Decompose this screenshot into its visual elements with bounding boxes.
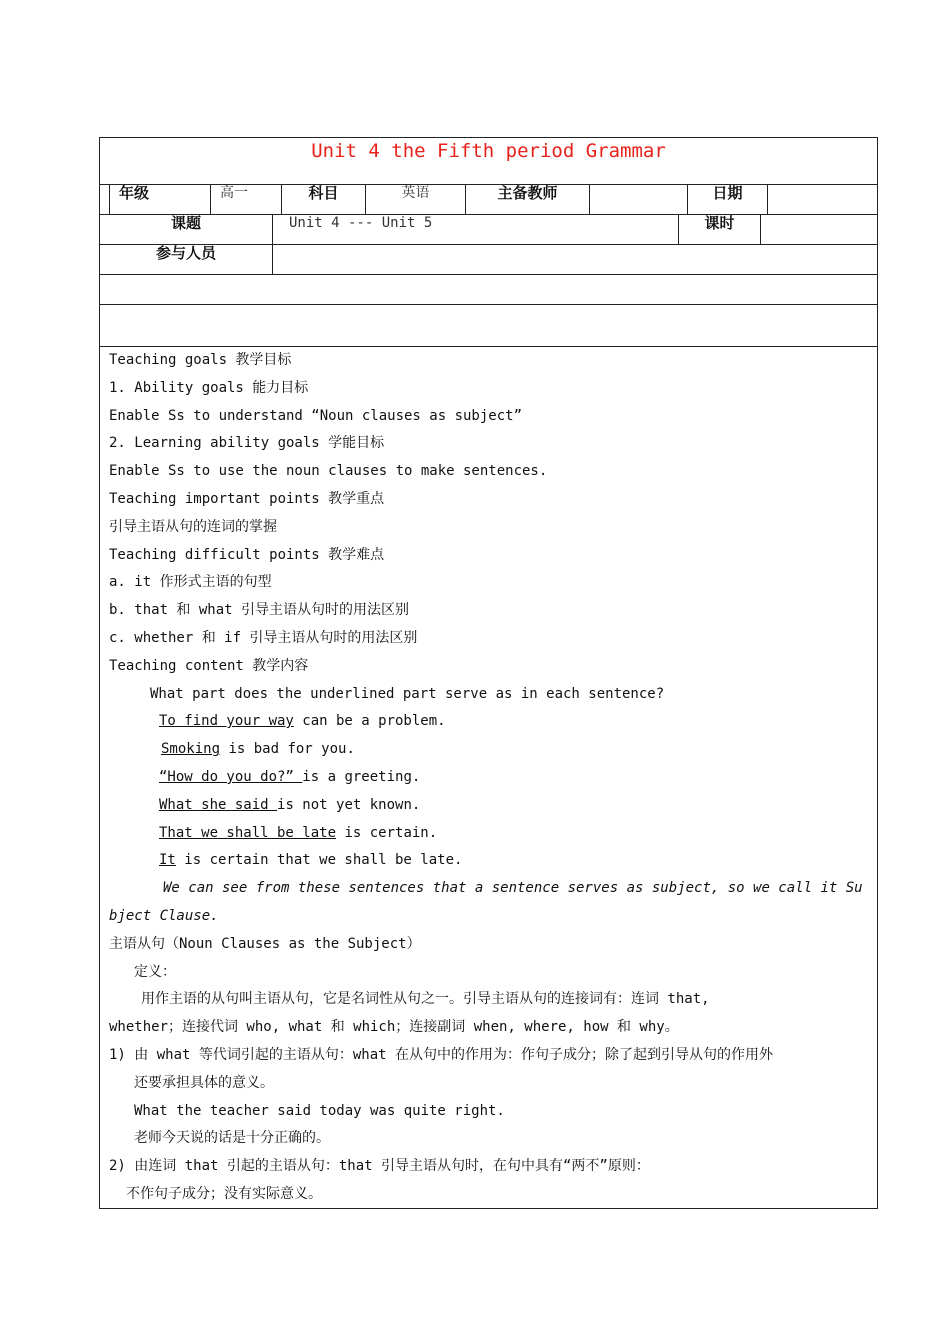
period-label: 课时 [679, 214, 761, 244]
exercise-question: What part does the underlined part serve as in each sentence? [150, 685, 665, 702]
teacher-value [590, 184, 688, 214]
topic-value: Unit 4 --- Unit 5 [273, 214, 679, 244]
subject-label: 科目 [282, 184, 366, 214]
sentence-rest: is bad for you. [220, 741, 355, 758]
example-sentence [109, 792, 871, 820]
topic-label: 课题 [100, 214, 273, 244]
lesson-plan-table [99, 137, 878, 1209]
empty-row-1 [100, 274, 877, 305]
exercise-note: bject Clause. [109, 907, 219, 924]
participants-value [273, 244, 878, 274]
sentence-rest: is certain. [336, 824, 438, 841]
empty-row-2 [100, 304, 877, 347]
point-2: 2) 由连词 that 引起的主语从句：that 引导主语从句时，在句中具有“两不”原则： [109, 1158, 650, 1175]
text-line: 引导主语从句的连词的掌握 [109, 518, 277, 535]
text-line: Enable Ss to use the noun clauses to make sentences. [109, 463, 548, 480]
text-line: 1. Ability goals 能力目标 [109, 379, 309, 396]
example-sentence [109, 764, 871, 792]
example-en: What the teacher said today was quite right. [134, 1102, 505, 1119]
underlined-part: That we shall be late [159, 824, 337, 841]
example-zh: 老师今天说的话是十分正确的。 [134, 1130, 330, 1147]
section-heading: 主语从句（Noun Clauses as the Subject） [109, 935, 421, 952]
point-1: 1) 由 what 等代词引起的主语从句：what 在从句中的作用为：作句子成分；除了起到引导从句的作用外 [109, 1046, 773, 1063]
underlined-part: What she said [159, 796, 278, 813]
subject-value: 英语 [366, 184, 466, 214]
info-row-2 [100, 214, 877, 245]
sentence-rest: is a greeting. [302, 768, 421, 785]
underlined-part: “How do you do?” [159, 768, 303, 785]
definition-text: whether；连接代词 who, what 和 which；连接副词 when, where, how 和 why。 [109, 1019, 679, 1036]
underlined-part: It [159, 852, 176, 869]
example-sentence [109, 736, 871, 764]
text-line: c. whether 和 if 引导主语从句时的用法区别 [109, 629, 418, 646]
underlined-part: Smoking [161, 741, 221, 758]
grade-label: 年级 [109, 184, 211, 214]
underlined-part: To find your way [159, 713, 294, 730]
period-value [761, 214, 878, 244]
date-value [768, 184, 878, 214]
point-2-cont: 不作句子成分；没有实际意义。 [126, 1185, 322, 1202]
sentence-rest: is certain that we shall be late. [175, 852, 463, 869]
sentence-rest: is not yet known. [277, 796, 421, 813]
definition-label: 定义： [134, 963, 176, 980]
text-line: a. it 作形式主语的句型 [109, 574, 272, 591]
text-line: b. that 和 what 引导主语从句时的用法区别 [109, 602, 410, 619]
grade-value: 高一 [211, 184, 282, 214]
participants-label: 参与人员 [100, 244, 273, 274]
info-row-1 [100, 184, 877, 215]
sentence-rest: can be a problem. [293, 713, 446, 730]
text-line: Enable Ss to understand “Noun clauses as subject” [109, 407, 523, 424]
exercise-note: We can see from these sentences that a sentence serves as subject, so we call it Su [163, 880, 863, 897]
text-line: Teaching important points 教学重点 [109, 490, 385, 507]
text-line: Teaching goals 教学目标 [109, 352, 292, 368]
date-label: 日期 [688, 184, 768, 214]
example-sentence [109, 847, 871, 875]
text-line: 2. Learning ability goals 学能目标 [109, 435, 385, 452]
example-sentence [109, 820, 871, 848]
text-line: Teaching difficult points 教学难点 [109, 546, 385, 563]
lesson-content [109, 347, 871, 1209]
text-line: Teaching content 教学内容 [109, 657, 309, 674]
teacher-label: 主备教师 [466, 184, 590, 214]
info-row-3 [100, 244, 877, 275]
page-title: Unit 4 the Fifth period Grammar [100, 138, 877, 185]
example-sentence [109, 708, 871, 736]
point-1-cont: 还要承担具体的意义。 [134, 1074, 274, 1091]
definition-text: 用作主语的从句叫主语从句，它是名词性从句之一。引导主语从句的连接词有：连词 that, [141, 991, 710, 1008]
